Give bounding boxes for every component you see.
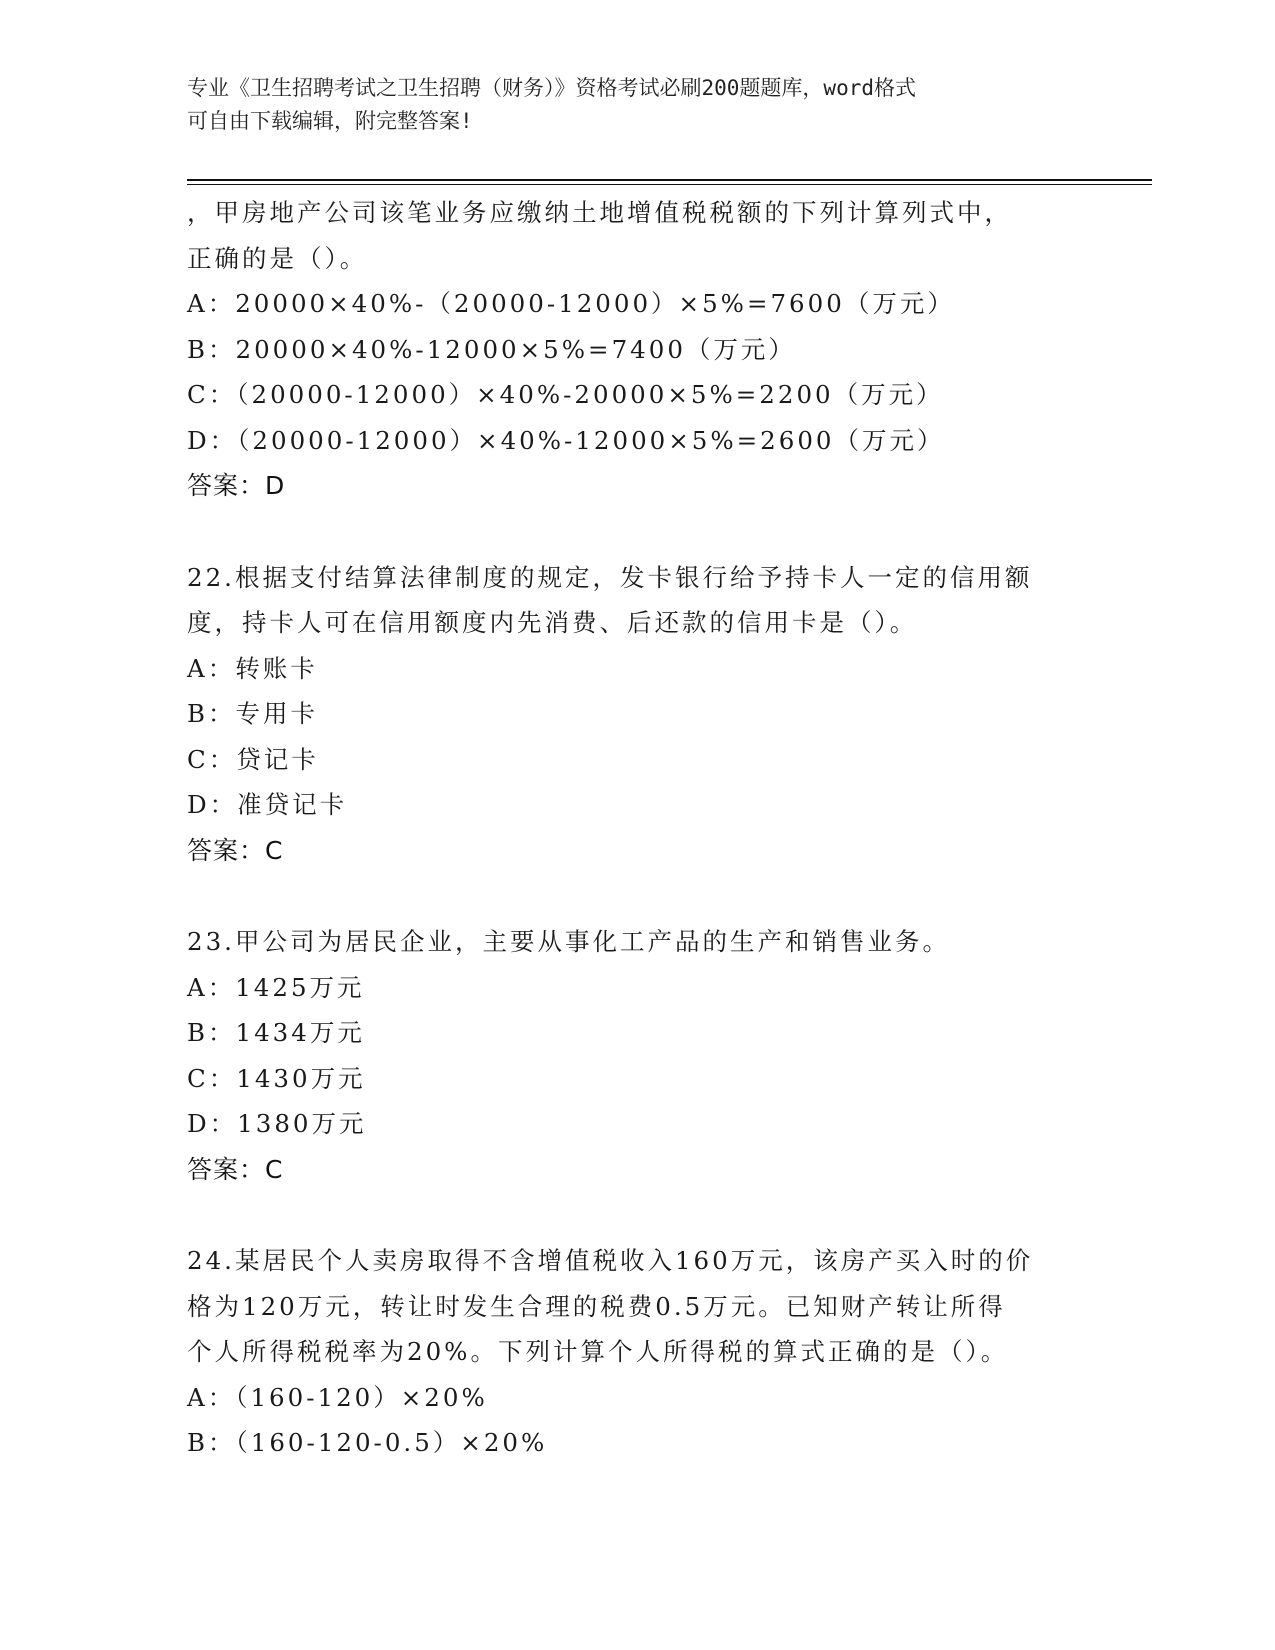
question-stem-line: 格为120万元，转让时发生合理的税费0.5万元。已知财产转让所得 <box>187 1291 1006 1321</box>
option-a: A：1425万元 <box>187 972 365 1002</box>
option-c: C：（20000-12000）×40%-20000×5%=2200（万元） <box>187 380 944 409</box>
question-stem-line: 23.甲公司为居民企业，主要从事化工产品的生产和销售业务。 <box>187 927 950 956</box>
question-stem-line: 正确的是（）。 <box>187 243 368 273</box>
option-c: C：贷记卡 <box>187 744 319 774</box>
header-title-line-1: 专业《卫生招聘考试之卫生招聘（财务）》资格考试必刷200题题库，word格式 <box>187 76 916 100</box>
answer-line: 答案：C <box>187 835 284 865</box>
question-stem-line: 22.根据支付结算法律制度的规定，发卡银行给予持卡人一定的信用额 <box>187 562 1033 592</box>
option-d: D：（20000-12000）×40%-12000×5%=2600（万元） <box>187 425 945 455</box>
option-b: B：1434万元 <box>187 1018 365 1047</box>
question-24 <box>187 1238 1087 1466</box>
document-header <box>187 72 1087 138</box>
question-stem-line: 24.某居民个人卖房取得不含增值税收入160万元，该房产买入时的价 <box>187 1246 1034 1275</box>
answer-line: 答案：C <box>187 1154 284 1184</box>
question-stem-line: 个人所得税税率为20%。下列计算个人所得税的算式正确的是（）。 <box>187 1337 1009 1366</box>
question-gap <box>187 509 1087 555</box>
question-gap <box>187 873 1087 919</box>
header-divider-thin <box>187 184 1152 185</box>
option-b: B：（160-120-0.5）×20% <box>187 1428 548 1457</box>
option-a: A：转账卡 <box>187 653 318 683</box>
question-list <box>187 190 1087 1466</box>
option-c: C：1430万元 <box>187 1063 366 1093</box>
question-21 <box>187 190 1087 509</box>
question-stem-line: ，甲房地产公司该笔业务应缴纳土地增值税税额的下列计算列式中， <box>187 198 1012 227</box>
option-b: B：专用卡 <box>187 699 319 728</box>
question-23 <box>187 919 1087 1192</box>
option-a: A：20000×40%-（20000-12000）×5%=7600（万元） <box>187 289 955 318</box>
question-gap <box>187 1192 1087 1238</box>
question-stem-line: 度，持卡人可在信用额度内先消费、后还款的信用卡是（）。 <box>187 608 918 637</box>
header-title-line-2: 可自由下载编辑，附完整答案! <box>187 109 473 133</box>
option-a: A：（160-120）×20% <box>187 1382 488 1412</box>
option-d: D：准贷记卡 <box>187 790 348 819</box>
option-b: B：20000×40%-12000×5%=7400（万元） <box>187 334 796 364</box>
option-d: D：1380万元 <box>187 1109 367 1138</box>
answer-line: 答案：D <box>187 471 286 500</box>
header-divider-thick <box>187 179 1152 181</box>
question-22 <box>187 555 1087 874</box>
